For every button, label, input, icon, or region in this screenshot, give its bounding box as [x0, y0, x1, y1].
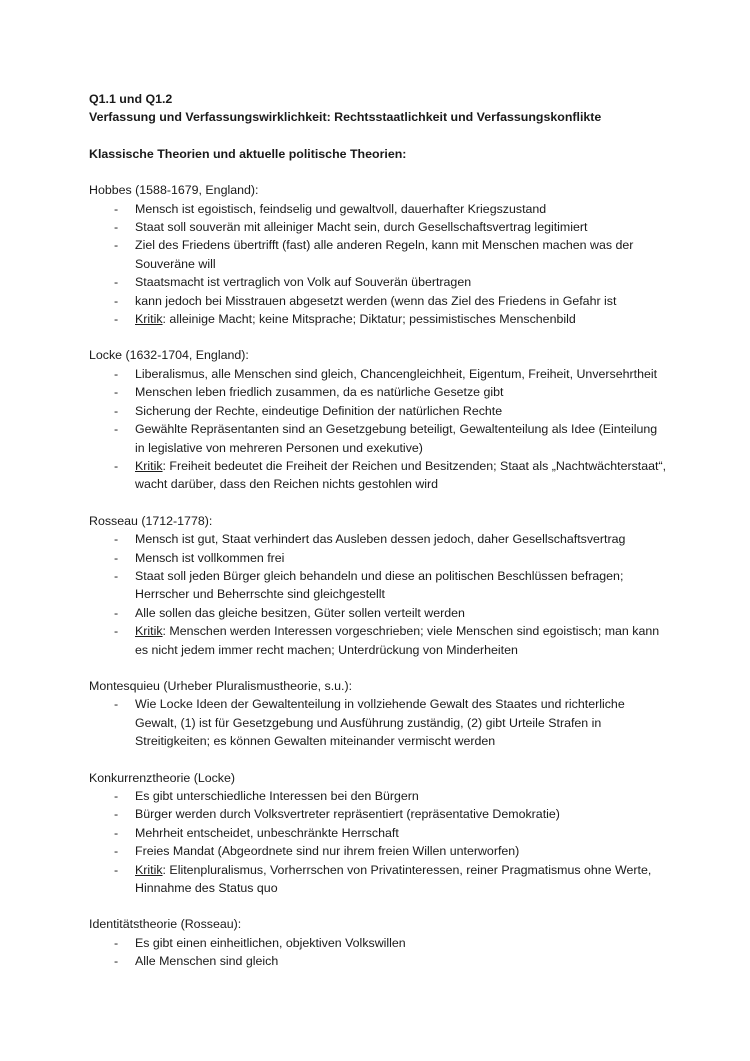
item-text: Sicherung der Rechte, eindeutige Definition der natürlichen Rechte — [135, 403, 503, 418]
bullet-dash: - — [114, 825, 119, 840]
bullet-dash: - — [114, 238, 119, 253]
theory-section — [89, 512, 669, 659]
list-item — [89, 549, 669, 567]
section-title: Rosseau (1712-1778): — [89, 513, 213, 528]
bullet-dash: - — [114, 935, 119, 950]
list-item — [89, 218, 669, 236]
bullet-dash: - — [114, 568, 119, 583]
critique-item — [89, 310, 669, 328]
bullet-dash: - — [114, 807, 119, 822]
list-item — [89, 402, 669, 420]
bullet-dash: - — [114, 366, 119, 381]
bullet-dash: - — [114, 844, 119, 859]
item-text: Es gibt einen einheitlichen, objektiven Volkswillen — [135, 935, 406, 950]
list-item — [89, 805, 669, 823]
item-text: Freies Mandat (Abgeordnete sind nur ihrem freien Willen unterworfen) — [135, 844, 520, 859]
bullet-dash: - — [114, 954, 119, 969]
theory-section — [89, 915, 669, 970]
bullet-dash: - — [114, 403, 119, 418]
section-title: Identitätstheorie (Rosseau): — [89, 917, 242, 932]
bullet-dash: - — [114, 422, 119, 437]
critique-item — [89, 622, 669, 659]
theory-section — [89, 346, 669, 493]
section-title: Locke (1632-1704, England): — [89, 348, 249, 363]
topic-heading: Verfassung und Verfassungswirklichkeit: Rechtsstaatlichkeit und Verfassungskonflikte — [89, 110, 602, 125]
theory-section — [89, 181, 669, 328]
item-text: : Freiheit bedeutet die Freiheit der Reichen und Besitzenden; Staat als „Nachtwächterstaat“, wacht darüber, dass den Reichen nichts gestohlen wird — [135, 458, 667, 492]
list-item — [89, 420, 669, 457]
bullet-dash: - — [114, 275, 119, 290]
item-text: Mensch ist egoistisch, feindselig und gewaltvoll, dauerhafter Kriegszustand — [135, 201, 547, 216]
list-item — [89, 365, 669, 383]
critique-label: Kritik — [135, 624, 163, 639]
item-text: kann jedoch bei Misstrauen abgesetzt werden (wenn das Ziel des Friedens in Gefahr ist — [135, 293, 617, 308]
list-item — [89, 383, 669, 401]
list-item — [89, 236, 669, 273]
bullet-dash: - — [114, 532, 119, 547]
item-text: Mensch ist vollkommen frei — [135, 550, 285, 565]
bullet-dash: - — [114, 293, 119, 308]
list-item — [89, 824, 669, 842]
subtitle-heading: Klassische Theorien und aktuelle politische Theorien: — [89, 146, 407, 161]
bullet-list — [89, 530, 669, 659]
item-text: Bürger werden durch Volksvertreter repräsentiert (repräsentative Demokratie) — [135, 807, 560, 822]
item-text: Staatsmacht ist vertraglich von Volk auf Souverän übertragen — [135, 275, 472, 290]
bullet-dash: - — [114, 385, 119, 400]
item-text: Menschen leben friedlich zusammen, da es natürliche Gesetze gibt — [135, 385, 504, 400]
list-item — [89, 567, 669, 604]
theory-section — [89, 677, 669, 751]
bullet-dash: - — [114, 605, 119, 620]
list-item — [89, 787, 669, 805]
item-text: Wie Locke Ideen der Gewaltenteilung in vollziehende Gewalt des Staates und richterliche Gewalt, (1) ist für Gesetzgebung und Ausführung zuständig, (2) gibt Urteile Strafen in Streitigkeiten; es können Gewalten miteinander vermischt werden — [135, 697, 625, 749]
item-text: Liberalismus, alle Menschen sind gleich, Chancengleichheit, Eigentum, Freiheit, Unversehrtheit — [135, 366, 658, 381]
bullet-list — [89, 200, 669, 329]
critique-label: Kritik — [135, 862, 163, 877]
document-content — [89, 90, 669, 971]
theory-section — [89, 769, 669, 898]
section-title: Montesquieu (Urheber Pluralismustheorie, s.u.): — [89, 678, 353, 693]
bullet-dash: - — [114, 312, 119, 327]
list-item — [89, 934, 669, 952]
list-item — [89, 695, 669, 750]
critique-label: Kritik — [135, 312, 163, 327]
bullet-dash: - — [114, 550, 119, 565]
item-text: Ziel des Friedens übertrifft (fast) alle anderen Regeln, kann mit Menschen machen was der Souveräne will — [135, 238, 634, 271]
bullet-dash: - — [114, 789, 119, 803]
item-text: : Menschen werden Interessen vorgeschrieben; viele Menschen sind egoistisch; man kann es nicht jedem immer recht machen; Unterdrückung von Minderheiten — [135, 624, 660, 657]
critique-item — [89, 457, 669, 494]
theory-sections — [89, 181, 669, 970]
bullet-dash: - — [114, 201, 119, 216]
item-text: Gewählte Repräsentanten sind an Gesetzgebung beteiligt, Gewaltenteilung als Idee (Einteilung in legislative von mehreren Personen und exekutive) — [135, 422, 658, 455]
course-heading: Q1.1 und Q1.2 — [89, 92, 173, 106]
list-item — [89, 604, 669, 622]
item-text: : alleinige Macht; keine Mitsprache; Diktatur; pessimistisches Menschenbild — [162, 312, 576, 327]
bullet-dash: - — [114, 697, 119, 712]
item-text: Alle sollen das gleiche besitzen, Güter sollen verteilt werden — [135, 605, 465, 620]
item-text: Mensch ist gut, Staat verhindert das Ausleben dessen jedoch, daher Gesellschaftsvertrag — [135, 532, 626, 547]
section-title: Konkurrenztheorie (Locke) — [89, 770, 236, 785]
list-item — [89, 273, 669, 291]
critique-label: Kritik — [135, 458, 163, 473]
list-item — [89, 292, 669, 310]
bullet-list — [89, 695, 669, 750]
list-item — [89, 842, 669, 860]
bullet-dash: - — [114, 220, 119, 235]
bullet-list — [89, 365, 669, 494]
bullet-dash: - — [114, 458, 119, 473]
item-text: Alle Menschen sind gleich — [135, 954, 279, 969]
list-item — [89, 200, 669, 218]
item-text: Staat soll souverän mit alleiniger Macht sein, durch Gesellschaftsvertrag legitimiert — [135, 220, 588, 235]
bullet-list — [89, 787, 669, 897]
bullet-dash: - — [114, 862, 119, 877]
item-text: : Elitenpluralismus, Vorherrschen von Privatinteressen, reiner Pragmatismus ohne Werte, Hinnahme des Status quo — [135, 862, 652, 896]
bullet-list — [89, 934, 669, 971]
section-title: Hobbes (1588-1679, England): — [89, 183, 259, 198]
bullet-dash: - — [114, 624, 119, 639]
critique-item — [89, 861, 669, 898]
item-text: Mehrheit entscheidet, unbeschränkte Herrschaft — [135, 825, 399, 840]
item-text: Es gibt unterschiedliche Interessen bei den Bürgern — [135, 789, 419, 803]
list-item — [89, 530, 669, 548]
list-item — [89, 952, 669, 970]
item-text: Staat soll jeden Bürger gleich behandeln und diese an politischen Beschlüssen befragen; Herrscher und Beherrschte sind gleichgestellt — [135, 568, 624, 602]
